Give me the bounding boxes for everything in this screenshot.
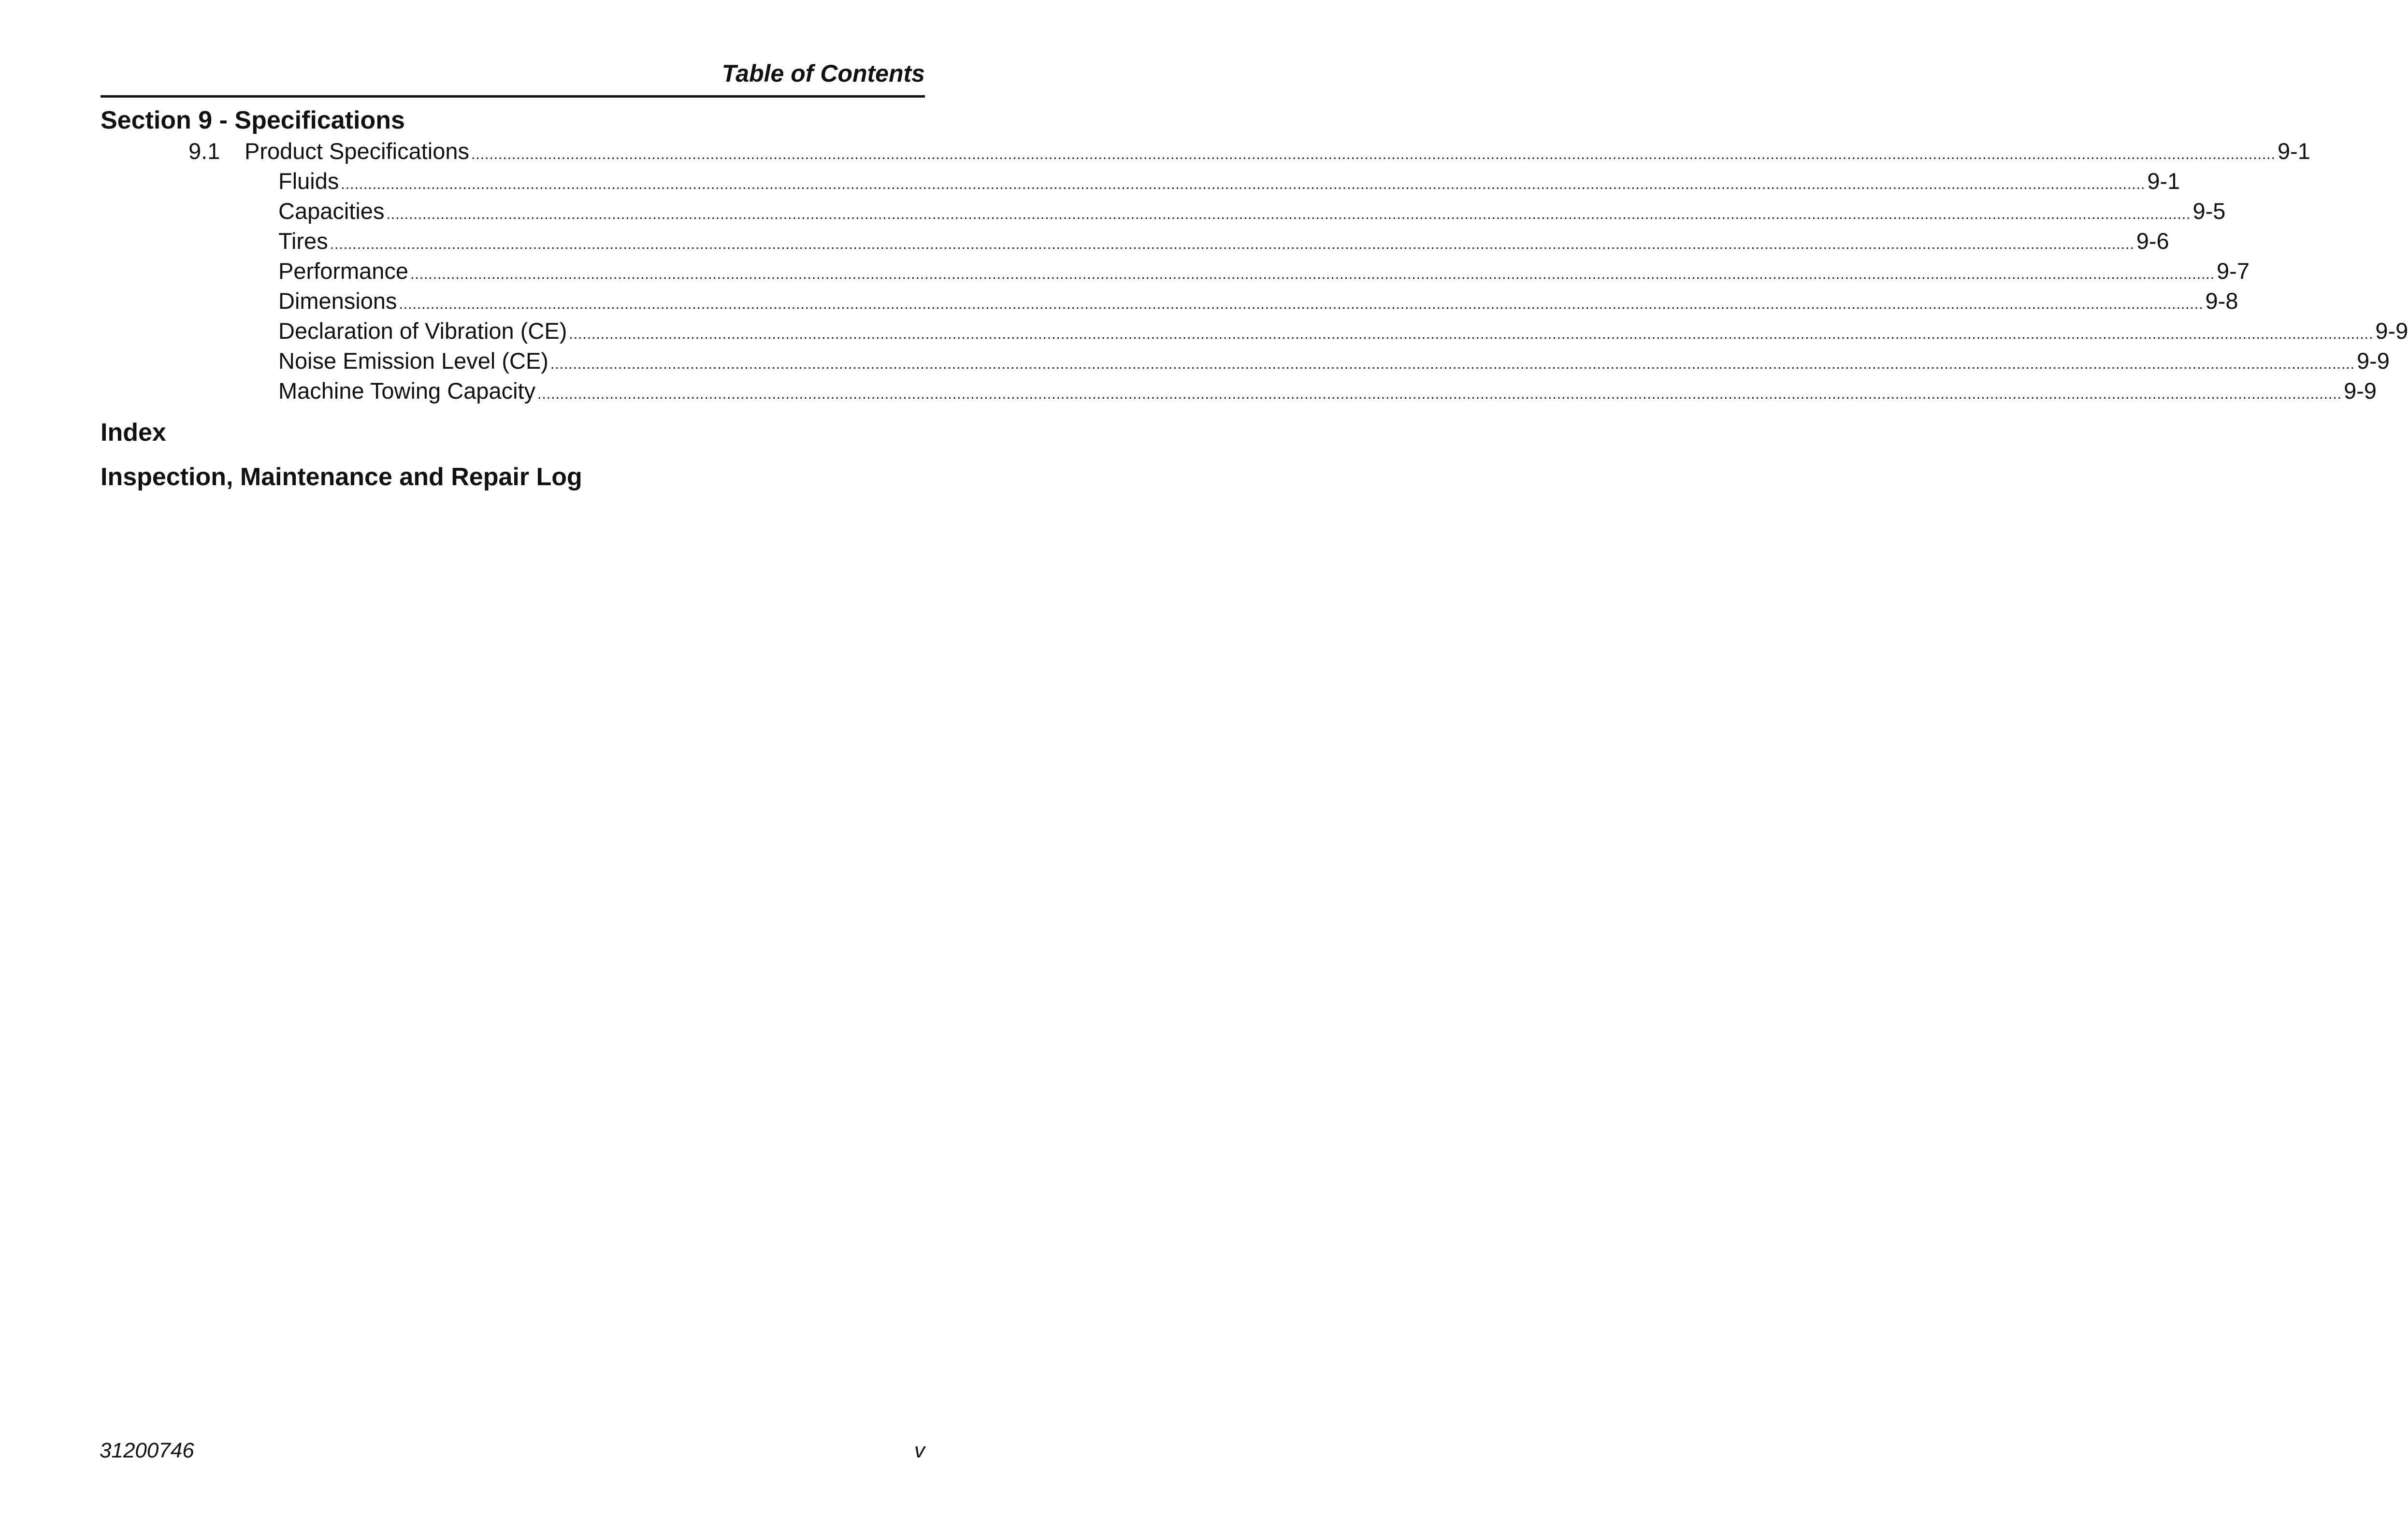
toc-entry-product-specifications[interactable] [0,136,2310,166]
toc-entry-machine-towing-capacity[interactable] [0,376,2377,406]
page-header [101,57,925,98]
toc-entry-page: 9-1 [2147,168,2180,194]
toc-entry-title: Performance [278,258,409,284]
toc-entry-noise-emission-level[interactable] [0,346,2390,376]
toc-entry-title: Noise Emission Level (CE) [278,348,548,374]
toc-entry-page: 9-1 [2278,138,2310,164]
toc-entry-page: 9-9 [2375,318,2408,344]
toc-entry-page: 9-7 [2217,258,2249,284]
dot-leader: ................................................................................................................................................................................................................................................................................................................................................................................................................ [471,146,2276,162]
section-heading[interactable]: Section 9 - Specifications [101,106,405,134]
toc-entry-page: 9-9 [2344,378,2377,404]
toc-entry-page: 9-8 [2205,288,2238,314]
dot-leader: ................................................................................................................................................................................................................................................................................................................................................................................................................ [410,266,2215,282]
toc-entry-tires[interactable] [0,226,2169,256]
toc-entry-page: 9-5 [2192,198,2226,224]
toc-entry-page: 9-6 [2136,228,2169,254]
dot-leader: ................................................................................................................................................................................................................................................................................................................................................................................................................ [399,296,2204,312]
toc-entry-title: Capacities [278,198,385,224]
page-number: v [914,1439,925,1462]
log-heading[interactable]: Inspection, Maintenance and Repair Log [101,463,582,491]
dot-leader: ................................................................................................................................................................................................................................................................................................................................................................................................................ [341,176,2146,192]
toc-entry-title: Fluids [278,168,339,194]
toc-entry-title: Declaration of Vibration (CE) [278,318,567,344]
toc-entry-title: Dimensions [278,288,397,314]
toc-entry-performance[interactable] [0,256,2249,286]
toc-entry-title: Tires [278,228,328,254]
header-title: Table of Contents [721,60,925,87]
dot-leader: ................................................................................................................................................................................................................................................................................................................................................................................................................ [550,356,2355,372]
dot-leader: ................................................................................................................................................................................................................................................................................................................................................................................................................ [569,326,2374,342]
toc-entry-title: Product Specifications [245,138,470,164]
toc-entry-dimensions[interactable] [0,286,2238,316]
toc-entry-declaration-of-vibration[interactable] [0,316,2408,346]
toc-entry-title: Machine Towing Capacity [278,378,536,404]
document-number: 31200746 [100,1439,194,1462]
index-heading[interactable]: Index [101,418,166,447]
toc-entry-capacities[interactable] [0,196,2226,226]
toc-entry-fluids[interactable] [0,166,2180,196]
toc-entry-number: 9.1 [188,138,220,164]
dot-leader: ................................................................................................................................................................................................................................................................................................................................................................................................................ [330,236,2134,252]
dot-leader: ................................................................................................................................................................................................................................................................................................................................................................................................................ [537,386,2342,402]
toc-entry-page: 9-9 [2356,348,2390,374]
dot-leader: ................................................................................................................................................................................................................................................................................................................................................................................................................ [386,206,2191,222]
